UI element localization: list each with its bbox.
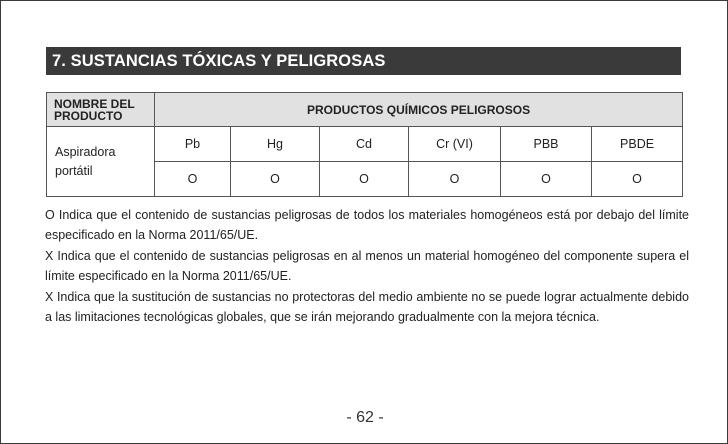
substance-cr-vi: Cr (VI)	[409, 127, 501, 162]
note-exceeds-limit: X Indica que el contenido de sustancias peligrosas en al menos un material homogéneo del componente supera el límite especificado en la Norma 2011/65/UE.	[45, 248, 689, 284]
page-number: - 62 -	[346, 409, 384, 426]
substance-pbb: PBB	[501, 127, 592, 162]
note-substitution: X Indica que la sustitución de sustancias no protectoras del medio ambiente no se puede lograr actualmente debido a las limitaciones tecnológicas globales, que se irán mejorando gradualmente con la mejora técnica.	[45, 289, 689, 325]
table-header-row	[47, 93, 683, 127]
value-pbb: O	[501, 162, 592, 197]
value-cr-vi: O	[409, 162, 501, 197]
header-product-name: NOMBRE DEL PRODUCTO	[47, 93, 155, 127]
product-name-cell: Aspiradora portátil	[47, 127, 155, 197]
notes	[45, 205, 689, 327]
substance-row	[47, 127, 683, 162]
value-pbde: O	[592, 162, 683, 197]
substance-pbde: PBDE	[592, 127, 683, 162]
substance-pb: Pb	[155, 127, 231, 162]
substance-hg: Hg	[231, 127, 320, 162]
hazardous-substances-table	[46, 92, 683, 197]
value-cd: O	[320, 162, 409, 197]
value-hg: O	[231, 162, 320, 197]
substance-cd: Cd	[320, 127, 409, 162]
header-hazardous-chemicals: PRODUCTOS QUÍMICOS PELIGROSOS	[155, 93, 683, 127]
note-compliant: O Indica que el contenido de sustancias peligrosas de todos los materiales homogéneos está por debajo del límite especificado en la Norma 2011/65/UE.	[45, 208, 689, 243]
value-pb: O	[155, 162, 231, 197]
section-title: 7. SUSTANCIAS TÓXICAS Y PELIGROSAS	[46, 47, 681, 75]
